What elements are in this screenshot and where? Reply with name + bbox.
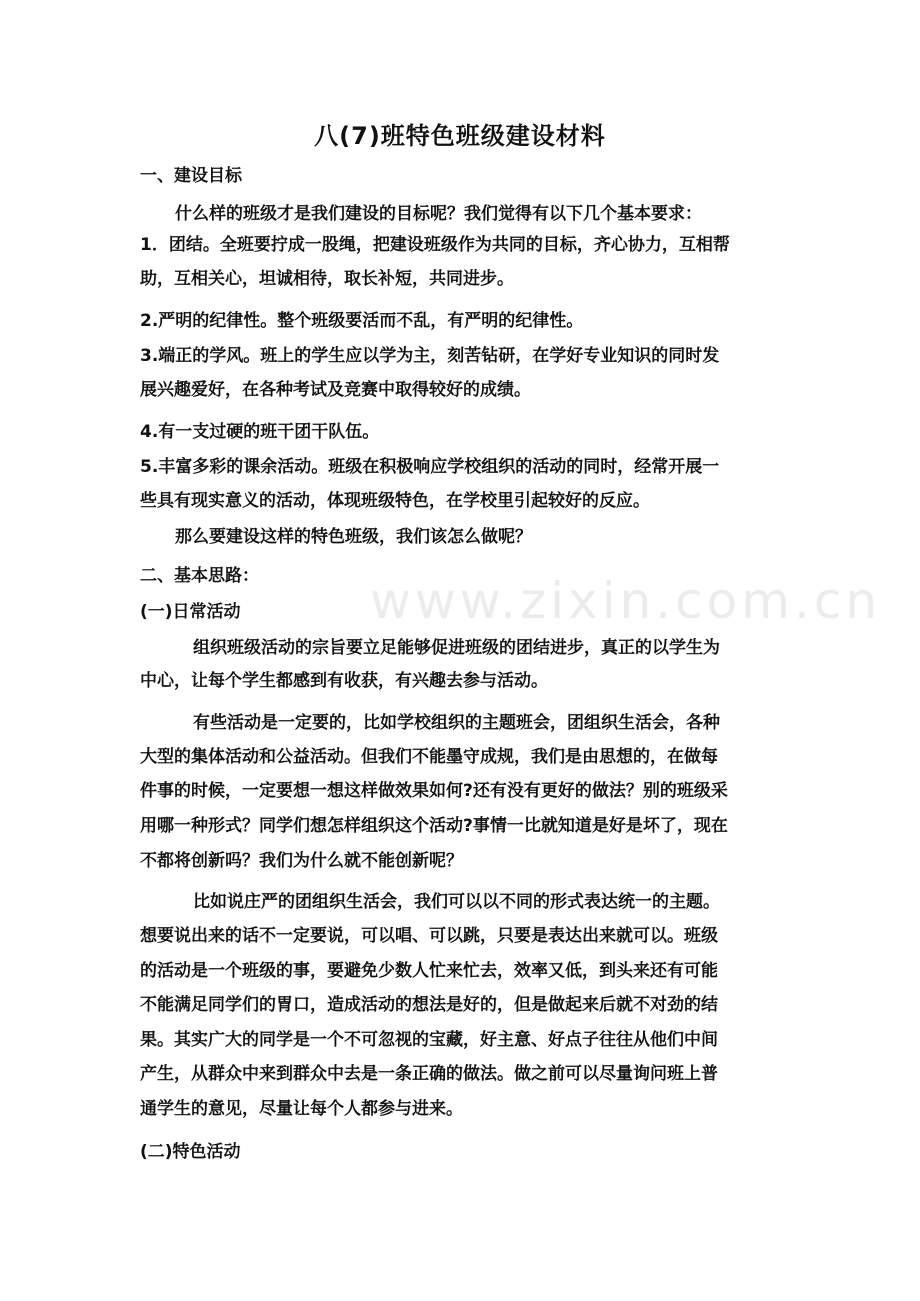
subsection-heading-1: (一)日常活动 — [140, 602, 241, 622]
list-item-5: 5.丰富多彩的课余活动。班级在积极响应学校组织的活动的同时，经常开展一 — [140, 457, 720, 477]
paragraph-line: 中心，让每个学生都感到有收获，有兴趣去参与活动。 — [140, 671, 548, 691]
paragraph-line: 比如说庄严的团组织生活会，我们可以以不同的形式表达统一的主题。 — [193, 892, 720, 912]
list-item-1: 1．团结。全班要拧成一股绳，把建设班级作为共同的目标，齐心协力，互相帮 — [140, 235, 730, 255]
paragraph-line: 想要说出来的话不一定要说，可以唱、可以跳，只要是表达出来就可以。班级 — [140, 926, 718, 946]
paragraph-line: 那么要建设这样的特色班级，我们该怎么做呢？ — [175, 527, 532, 547]
paragraph-line: 什么样的班级才是我们建设的目标呢？我们觉得有以下几个基本要求： — [175, 204, 702, 224]
paragraph-line: 件事的时候，一定要想一想这样做效果如何?还有没有更好的做法？别的班级采 — [140, 781, 728, 801]
paragraph-line: 组织班级活动的宗旨要立足能够促进班级的团结进步，真正的以学生为 — [193, 638, 720, 658]
watermark: www.zixin.com.cn — [370, 572, 882, 630]
document-title: 八(7)班特色班级建设材料 — [314, 122, 606, 150]
list-item-5-cont: 些具有现实意义的活动，体现班级特色，在学校里引起较好的反应。 — [140, 491, 650, 511]
list-item-4: 4.有一支过硬的班干团干队伍。 — [140, 422, 380, 442]
section-heading-1: 一、建设目标 — [140, 166, 242, 186]
list-item-3-cont: 展兴趣爱好，在各种考试及竞赛中取得较好的成绩。 — [140, 380, 531, 400]
paragraph-line: 果。其实广大的同学是一个不可忽视的宝藏，好主意、好点子往往从他们中间 — [140, 1030, 718, 1050]
paragraph-line: 大型的集体活动和公益活动。但我们不能墨守成规，我们是由思想的，在做每 — [140, 747, 718, 767]
paragraph-line: 用哪一种形式？同学们想怎样组织这个活动?事情一比就知道是好是坏了，现在 — [140, 816, 728, 836]
list-item-2: 2.严明的纪律性。整个班级要活而不乱，有严明的纪律性。 — [140, 311, 584, 331]
paragraph-line: 通学生的意见，尽量让每个人都参与进来。 — [140, 1099, 463, 1119]
paragraph-line: 不能满足同学们的胃口，造成活动的想法是好的，但是做起来后就不对劲的结 — [140, 995, 718, 1015]
paragraph-line: 的活动是一个班级的事，要避免少数人忙来忙去，效率又低，到头来还有可能 — [140, 961, 718, 981]
subsection-heading-2: (二)特色活动 — [140, 1142, 241, 1162]
section-heading-2: 二、基本思路： — [140, 566, 259, 586]
paragraph-line: 有些活动是一定要的，比如学校组织的主题班会，团组织生活会，各种 — [193, 713, 720, 733]
paragraph-line: 不都将创新吗？我们为什么就不能创新呢？ — [140, 851, 463, 871]
paragraph-line: 产生，从群众中来到群众中去是一条正确的做法。做之前可以尽量询问班上普 — [140, 1064, 718, 1084]
list-item-3: 3.端正的学风。班上的学生应以学为主，刻苦钻研，在学好专业知识的同时发 — [140, 346, 720, 366]
list-item-1-cont: 助，互相关心，坦诚相待，取长补短，共同进步。 — [140, 269, 514, 289]
